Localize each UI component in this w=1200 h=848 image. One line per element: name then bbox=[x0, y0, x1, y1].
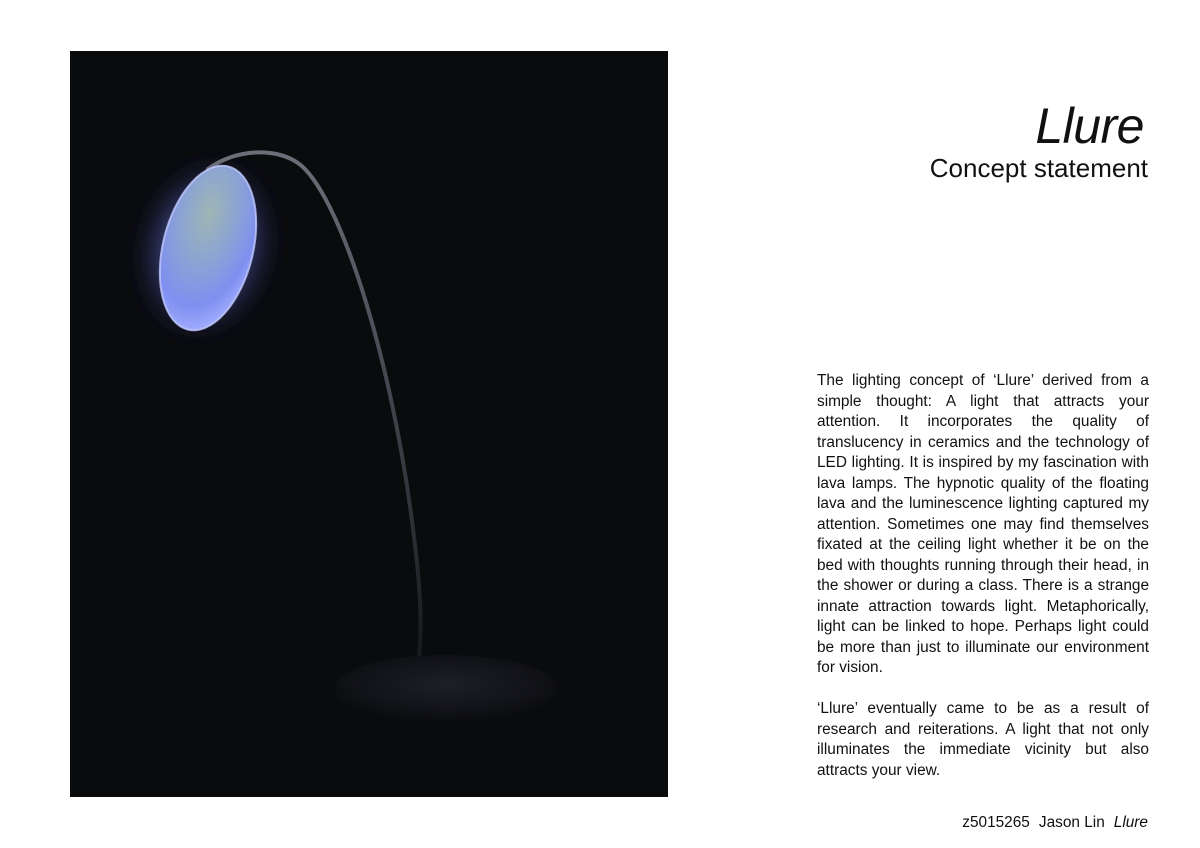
page-subtitle: Concept statement bbox=[929, 153, 1148, 183]
page-title: Llure bbox=[1035, 98, 1144, 154]
lamp-base bbox=[334, 655, 558, 721]
paragraph-1: The lighting concept of ‘Llure’ derived from a simple thought: A light that attracts your attention. It incorporates the quality of translucency in ceramics and the technology of LED lighting. It is inspired by my fascination with lava lamps. The hypnotic quality of the floating lava and the luminescence lighting captured my attention. Sometimes one may find themselves fixated at the ceiling light whether it be on the bed with thoughts running through their head, in the shower or during a class. There is a strange innate attraction towards light. Metaphorically, light can be linked to hope. Perhaps light could be more than just to illuminate our environment for vision. bbox=[817, 372, 1149, 676]
footer-credit bbox=[962, 813, 1148, 833]
paragraph-2: ‘Llure’ eventually came to be as a result of research and reiterations. A light that not only illuminates the immediate vicinity but also attracts your view. bbox=[817, 700, 1149, 779]
student-id: z5015265 bbox=[962, 814, 1030, 831]
author-name: Jason Lin bbox=[1038, 814, 1105, 831]
concept-statement-text bbox=[817, 371, 1149, 781]
project-name: Llure bbox=[1113, 814, 1148, 831]
lamp-render-image bbox=[70, 51, 668, 797]
lamp-illustration bbox=[70, 51, 668, 797]
